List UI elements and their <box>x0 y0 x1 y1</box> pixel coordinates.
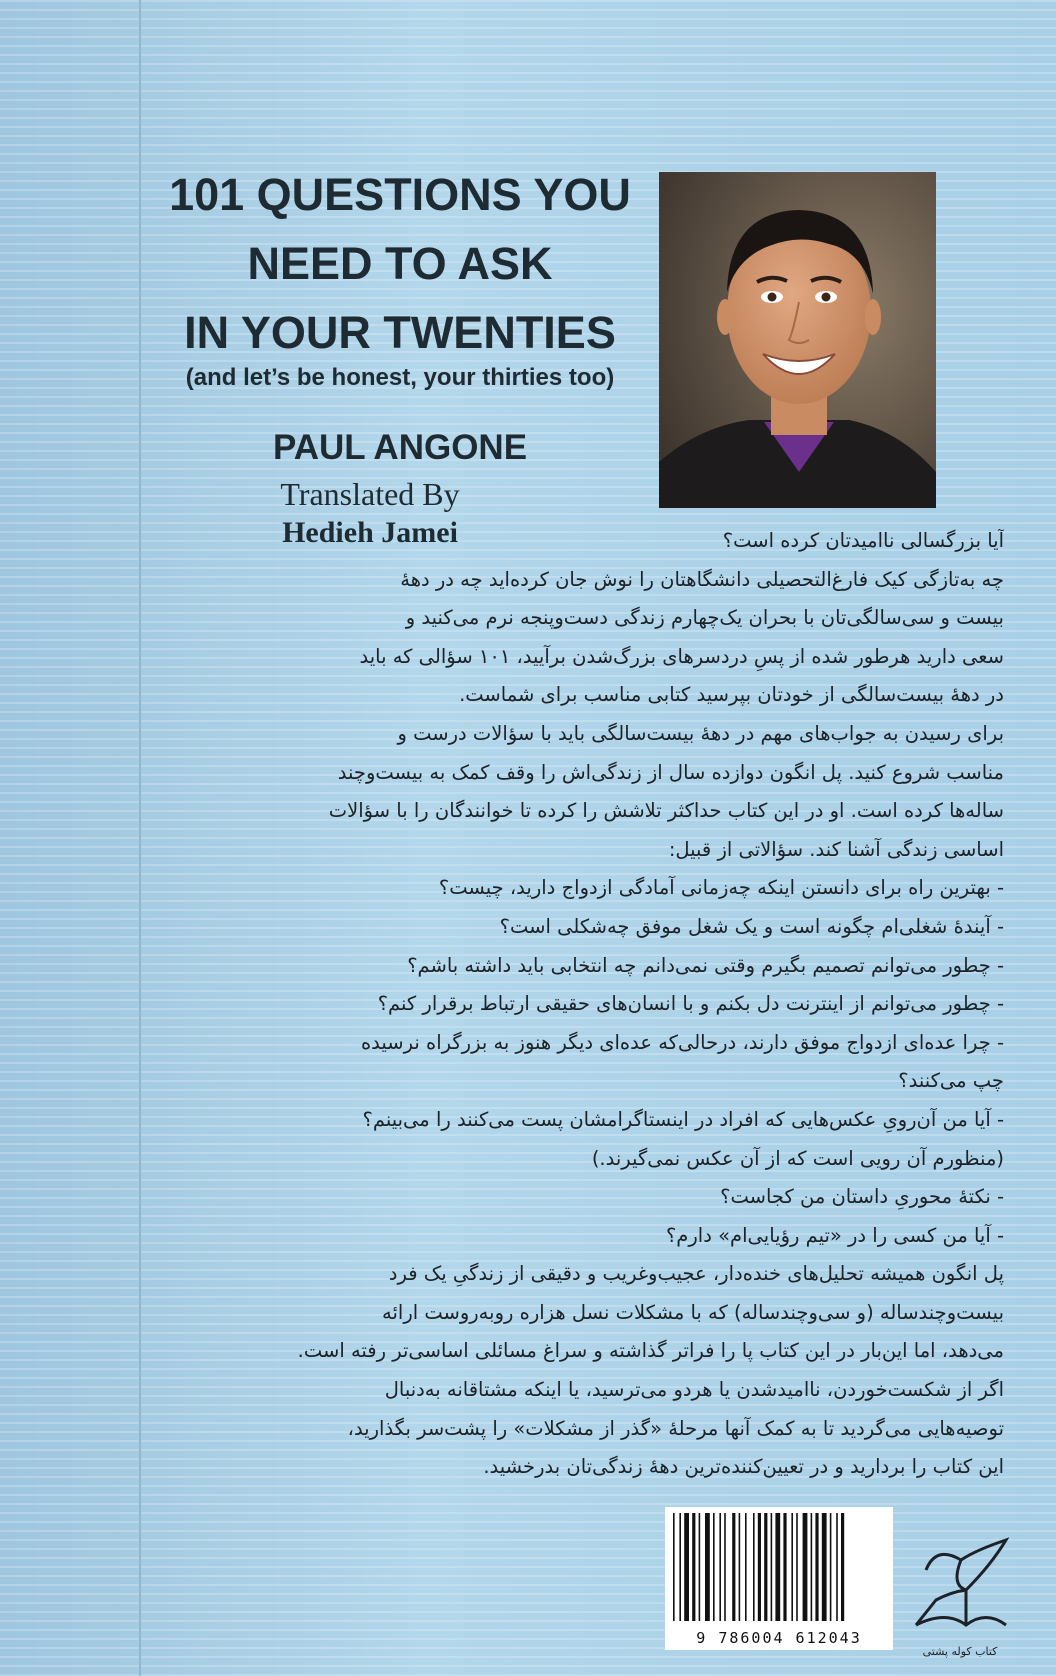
description-line: چه به‌تازگی کیک فارغ‌التحصیلی دانشگاهتان را نوش جان کرده‌اید چه در دهۀ <box>400 567 1004 591</box>
description-line: بیست‌وچندساله (و سی‌وچندساله) که با مشکلات نسل هزاره روبه‌روست ارائه <box>382 1300 1004 1324</box>
question-item: - چطور می‌توانم از اینترنت دل بکنم و با انسان‌های حقیقی ارتباط برقرار کنم؟ <box>377 992 1004 1016</box>
title-line: 101 QUESTIONS YOU <box>169 169 631 220</box>
description-line: اگر از شکست‌خوردن، ناامیدشدن یا هردو می‌ترسید، یا اینکه مشتاقانه به‌دنبال <box>384 1378 1004 1402</box>
description-line: اساسی زندگی آشنا کند. سؤالاتی از قبیل: <box>668 837 1004 861</box>
question-item: - چطور می‌توانم تصمیم بگیرم وقتی نمی‌دانم چه انتخابی باید داشته باشم؟ <box>407 953 1004 977</box>
barcode-digits: 9 786004 612043 <box>696 1629 862 1647</box>
book-title <box>140 160 660 367</box>
question-item: (منظورم آن رویی است که از آن عکس نمی‌گیرند.) <box>591 1146 1004 1170</box>
description-line: بیست و سی‌سالگی‌تان با بحران یک‌چهارم زندگی دست‌وپنجه نرم می‌کنید و <box>405 606 1004 630</box>
description-line: توصیه‌هایی می‌گردید تا به کمک آنها مرحلۀ «گذر از مشکلات» را پشت‌سر بگذارید، <box>347 1416 1004 1440</box>
question-item: - بهترین راه برای دانستن اینکه چه‌زمانی آمادگی ازدواج دارید، چیست؟ <box>438 876 1004 900</box>
book-logo-icon <box>906 1530 1016 1640</box>
description-line: آیا بزرگسالی ناامیدتان کرده است؟ <box>722 529 1004 552</box>
question-item: - آیا من کسی را در «تیم رؤیایی‌ام» دارم؟ <box>665 1223 1004 1247</box>
question-item: - چرا عده‌ای ازدواج موفق دارند، درحالی‌که عده‌ای دیگر هنوز به بزرگراه نرسیده <box>360 1030 1004 1054</box>
description-line: مناسب شروع کنید. پل انگون دوازده سال از زندگی‌اش را وقف کمک به بیست‌وچند <box>337 760 1004 784</box>
persian-description <box>134 522 1004 1487</box>
description-line: سعی دارید هرطور شده از پسِ دردسرهای بزرگ‌شدن برآیید، ۱۰۱ سؤالی که باید <box>359 644 1004 668</box>
description-line: پل انگون همیشه تحلیل‌های خنده‌دار، عجیب‌وغریب و دقیقی از زندگیِ یک فرد <box>388 1262 1004 1286</box>
question-item: - نکتۀ محوریِ داستان من کجاست؟ <box>720 1185 1004 1209</box>
author-photo <box>659 172 936 508</box>
author-portrait-image <box>659 172 936 508</box>
author-name: PAUL ANGONE <box>272 428 528 467</box>
title-line: IN YOUR TWENTIES <box>184 307 616 358</box>
title-line: NEED TO ASK <box>247 238 553 289</box>
translator-name: Hedieh Jamei <box>282 516 458 549</box>
description-line: این کتاب را بردارید و در تعیین‌کننده‌ترین دهۀ زندگی‌تان بدرخشید. <box>483 1455 1004 1479</box>
question-item: - آیندۀ شغلی‌ام چگونه است و یک شغل موفق چه‌شکلی است؟ <box>499 914 1004 938</box>
description-line: برای رسیدن به جواب‌های مهم در دهۀ بیست‌سالگی باید با سؤالات درست و <box>397 721 1004 745</box>
description-line: ساله‌ها کرده است. او در این کتاب حداکثر تلاشش را کرده تا خوانندگان را با سؤالات <box>328 799 1004 823</box>
translated-by-label: Translated By <box>280 476 460 512</box>
isbn-barcode <box>665 1507 893 1650</box>
publisher-name: کتاب کوله پشتی <box>922 1645 998 1658</box>
question-item: چپ می‌کنند؟ <box>898 1069 1004 1093</box>
book-subtitle: (and let’s be honest, your thirties too) <box>185 364 615 391</box>
description-line: در دهۀ بیست‌سالگی از خودتان بپرسید کتابی مناسب برای شماست. <box>459 683 1004 707</box>
barcode-bars <box>665 1507 893 1627</box>
question-item: - آیا من آن‌رویِ عکس‌هایی که افراد در اینستاگرامشان پست می‌کنند را می‌بینم؟ <box>362 1107 1004 1131</box>
description-line: می‌دهد، اما این‌بار در این کتاب پا را فراتر گذاشته و سراغ مسائلی اساسی‌تر رفته است. <box>297 1339 1004 1363</box>
